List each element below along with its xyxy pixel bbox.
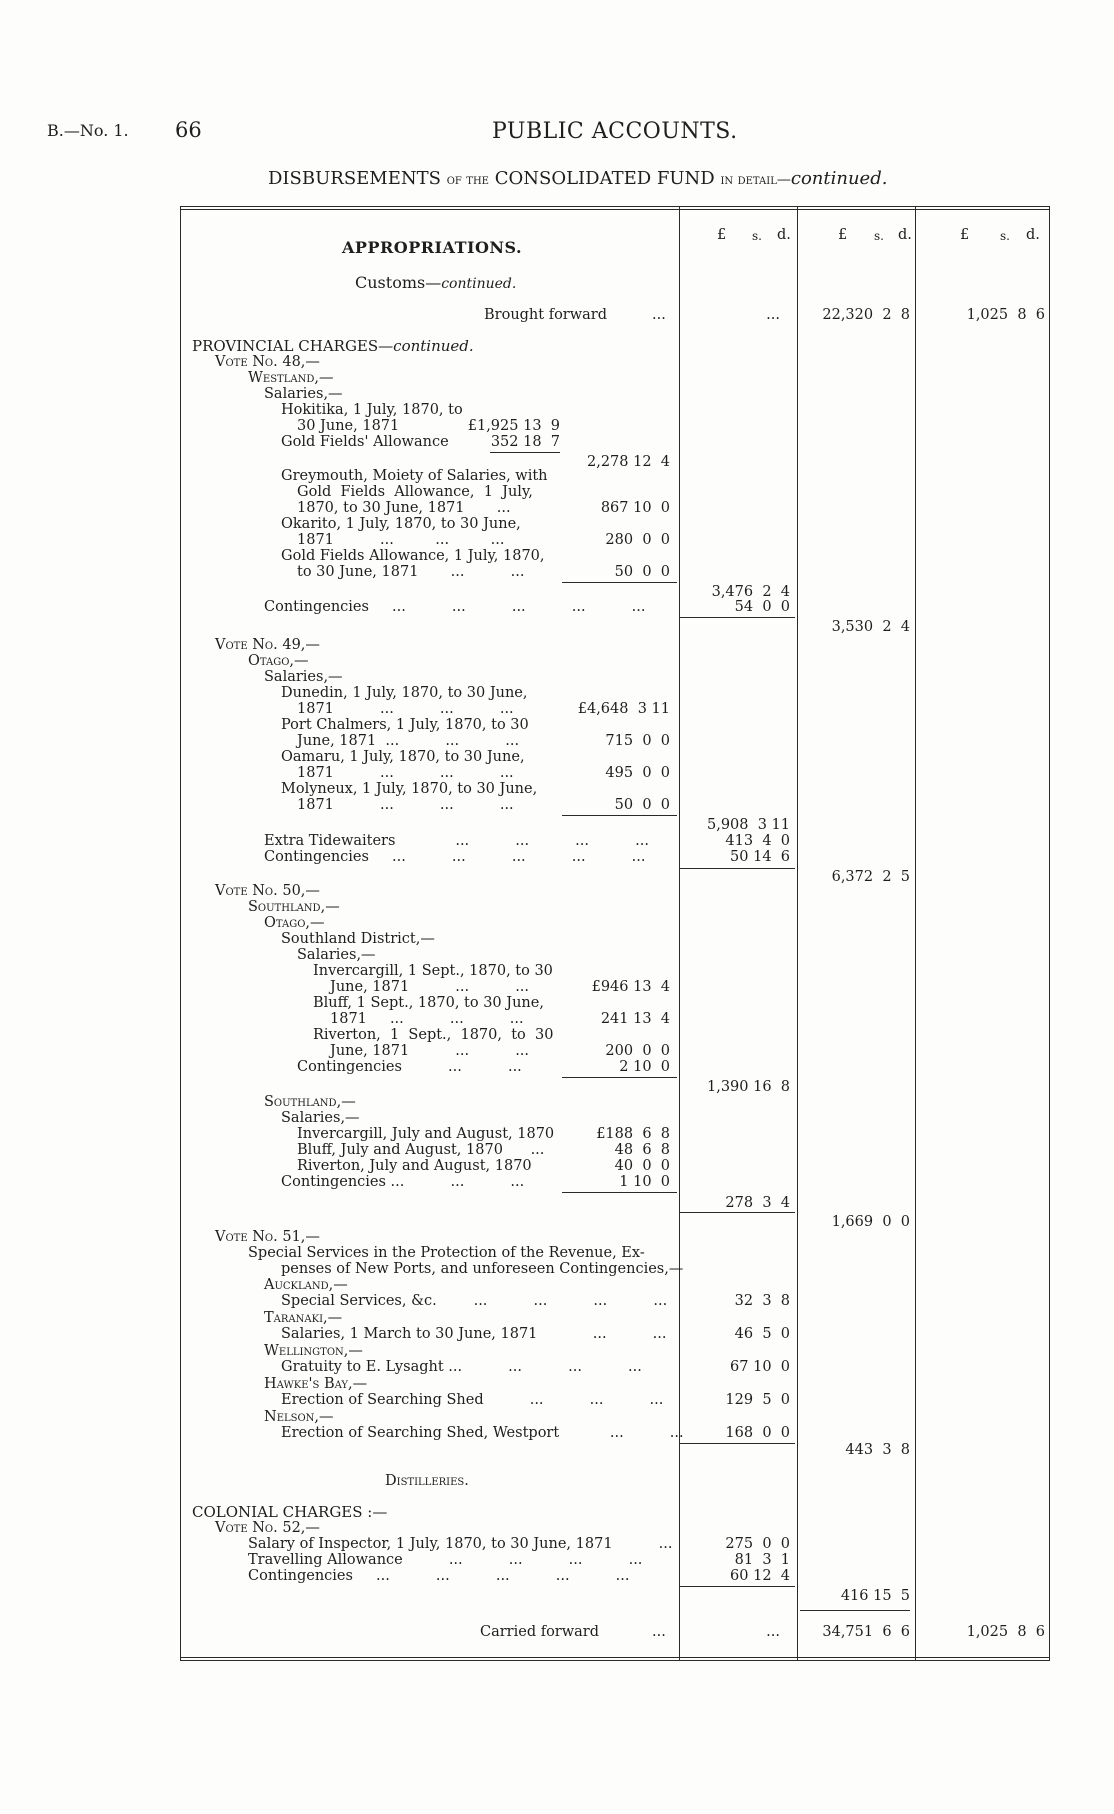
okarito-amount: 280 0 0 — [605, 532, 670, 548]
extra-tidewaiters-label: Extra Tidewaiters ... ... ... ... — [264, 833, 649, 849]
auckland-item-label: Special Services, &c. ... ... ... ... — [281, 1293, 668, 1309]
col4-pound-header: £ — [960, 227, 970, 243]
column-divider-2 — [797, 206, 798, 1661]
brought-forward-col4: 1,025 8 6 — [966, 307, 1045, 323]
vote-48-contingencies-amount: 54 0 0 — [734, 599, 790, 615]
col2-pound-header: £ — [717, 227, 727, 243]
inspector-salary-label: Salary of Inspector, 1 July, 1870, to 30 June, 1871 ... — [248, 1536, 673, 1552]
molyneux-line-2: 1871 ... ... ... — [297, 797, 514, 813]
vote-49-total-rule — [680, 868, 795, 869]
vote-51-total: 443 3 8 — [845, 1442, 910, 1458]
col3-pound-header: £ — [838, 227, 848, 243]
vote-49-label: Vote No. 49,— — [215, 637, 320, 653]
bluff-amount: 241 13 4 — [600, 1011, 670, 1027]
table-bottom-rule — [180, 1657, 1050, 1658]
col2-pence-header: d. — [777, 227, 791, 243]
page-number: 66 — [175, 118, 202, 142]
vote-49-contingencies-label: Contingencies ... ... ... ... ... — [264, 849, 646, 865]
table-bottom-rule-inner — [180, 1660, 1050, 1661]
riverton-july-august-label: Riverton, July and August, 1870 — [297, 1158, 532, 1174]
vote-52-total-rule — [680, 1586, 795, 1587]
brought-forward-col3: 22,320 2 8 — [822, 307, 910, 323]
southland-sub-rule — [562, 1192, 677, 1193]
southland-sub-salaries-label: Salaries,— — [281, 1110, 360, 1126]
riverton-line-2: June, 1871 ... ... — [330, 1043, 530, 1059]
table-left-border — [180, 206, 181, 1661]
gold-fields-allowance-amount: 352 18 7 — [490, 434, 560, 450]
molyneux-amount: 50 0 0 — [614, 797, 670, 813]
hokitika-amount: £1,925 13 9 — [467, 418, 560, 434]
westland-salaries-label: Salaries,— — [264, 386, 343, 402]
nelson-label: Nelson,— — [264, 1409, 334, 1425]
vote-51-total-rule — [680, 1443, 795, 1444]
vote-52-label: Vote No. 52,— — [215, 1520, 320, 1536]
hawkes-bay-label: Hawke's Bay,— — [264, 1376, 368, 1392]
vote-52-contingencies-label: Contingencies ... ... ... ... ... — [248, 1568, 630, 1584]
invercargill-line-1: Invercargill, 1 Sept., 1870, to 30 — [313, 963, 553, 979]
port-chalmers-line-2: June, 1871 ... ... ... — [297, 733, 520, 749]
southland-sub-label: Southland,— — [264, 1094, 356, 1110]
vote-52-total: 416 15 5 — [840, 1588, 910, 1604]
inspector-salary-amount: 275 0 0 — [725, 1536, 790, 1552]
wellington-item-label: Gratuity to E. Lysaght ... ... ... ... — [281, 1359, 642, 1375]
hokitika-line-1: Hokitika, 1 July, 1870, to — [281, 402, 463, 418]
dunedin-line-2: 1871 ... ... ... — [297, 701, 514, 717]
nelson-amount: 168 0 0 — [725, 1425, 790, 1441]
gfa-amount: 50 0 0 — [614, 564, 670, 580]
otago-label: Otago,— — [248, 653, 309, 669]
vote-49-total: 6,372 2 5 — [831, 869, 910, 885]
bluff-line-1: Bluff, 1 Sept., 1870, to 30 June, — [313, 995, 544, 1011]
taranaki-label: Taranaki,— — [264, 1310, 343, 1326]
carried-forward-label: Carried forward — [480, 1624, 600, 1640]
brought-forward-label: Brought forward — [484, 307, 608, 323]
southland-sub-contingencies-amount: 1 10 0 — [619, 1174, 670, 1190]
invercargill-july-august-label: Invercargill, July and August, 1870 — [297, 1126, 555, 1142]
vote-48-salaries-total: 3,476 2 4 — [711, 584, 790, 600]
wellington-amount: 67 10 0 — [730, 1359, 790, 1375]
hawkes-bay-item-label: Erection of Searching Shed ... ... ... — [281, 1392, 664, 1408]
taranaki-amount: 46 5 0 — [734, 1326, 790, 1342]
carried-forward-col4: 1,025 8 6 — [966, 1624, 1045, 1640]
southland-district-total: 1,390 16 8 — [706, 1079, 790, 1095]
vote-48-salaries-rule — [562, 582, 677, 583]
southland-label: Southland,— — [248, 899, 340, 915]
southland-district-salaries-label: Salaries,— — [297, 947, 376, 963]
vote-48-total: 3,530 2 4 — [831, 619, 910, 635]
port-chalmers-amount: 715 0 0 — [605, 733, 670, 749]
carried-forward-col2: ... — [766, 1624, 780, 1640]
distilleries-heading: Distilleries. — [385, 1473, 469, 1489]
hawkes-bay-amount: 129 5 0 — [725, 1392, 790, 1408]
brought-forward-dots: ... — [652, 307, 666, 323]
molyneux-line-1: Molyneux, 1 July, 1870, to 30 June, — [281, 781, 538, 797]
southland-district-rule — [562, 1077, 677, 1078]
bluff-july-august-amount: 48 6 8 — [614, 1142, 670, 1158]
page-subtitle: DISBURSEMENTS of the CONSOLIDATED FUND in detail—continued. — [268, 168, 888, 189]
page-title: PUBLIC ACCOUNTS. — [492, 119, 738, 144]
southland-district-contingencies-amount: 2 10 0 — [619, 1059, 670, 1075]
vote-48-total-rule — [680, 617, 795, 618]
oamaru-line-2: 1871 ... ... ... — [297, 765, 514, 781]
appropriations-heading: APPROPRIATIONS. — [342, 238, 523, 257]
riverton-july-august-amount: 40 0 0 — [614, 1158, 670, 1174]
col3-pence-header: d. — [898, 227, 912, 243]
vote-52-contingencies-amount: 60 12 4 — [730, 1568, 790, 1584]
carried-forward-rule — [800, 1610, 910, 1611]
bluff-line-2: 1871 ... ... ... — [330, 1011, 524, 1027]
oamaru-line-1: Oamaru, 1 July, 1870, to 30 June, — [281, 749, 525, 765]
special-services-line-1: Special Services in the Protection of the Revenue, Ex- — [248, 1245, 645, 1261]
greymouth-line-3: 1870, to 30 June, 1871 ... — [297, 500, 511, 516]
brought-forward-col2: ... — [766, 307, 780, 323]
vote-50-label: Vote No. 50,— — [215, 883, 320, 899]
vote-49-salaries-total: 5,908 3 11 — [706, 817, 790, 833]
greymouth-line-2: Gold Fields Allowance, 1 July, — [297, 484, 533, 500]
greymouth-amount: 867 10 0 — [600, 500, 670, 516]
table-top-rule — [180, 206, 1050, 207]
invercargill-amount: £946 13 4 — [591, 979, 670, 995]
otago-salaries-label: Salaries,— — [264, 669, 343, 685]
wellington-label: Wellington,— — [264, 1343, 363, 1359]
taranaki-item-label: Salaries, 1 March to 30 June, 1871 ... ... — [281, 1326, 667, 1342]
gfa-line-2: to 30 June, 1871 ... ... — [297, 564, 525, 580]
southland-sub-total: 278 3 4 — [725, 1195, 790, 1211]
col4-pence-header: d. — [1026, 227, 1040, 243]
gold-fields-allowance-label: Gold Fields' Allowance — [281, 434, 449, 450]
col4-shilling-header: s. — [1000, 229, 1010, 243]
vote-50-total: 1,669 0 0 — [831, 1214, 910, 1230]
invercargill-july-august-amount: £188 6 8 — [596, 1126, 670, 1142]
gfa-line-1: Gold Fields Allowance, 1 July, 1870, — [281, 548, 545, 564]
column-divider-3 — [915, 206, 916, 1661]
colonial-charges-heading: COLONIAL CHARGES :— — [192, 1503, 388, 1521]
okarito-line-1: Okarito, 1 July, 1870, to 30 June, — [281, 516, 521, 532]
col2-shilling-header: s. — [752, 229, 762, 243]
auckland-label: Auckland,— — [264, 1277, 348, 1293]
vote-50-otago-label: Otago,— — [264, 915, 325, 931]
vote-50-total-rule — [680, 1212, 795, 1213]
riverton-amount: 200 0 0 — [605, 1043, 670, 1059]
dunedin-amount: £4,648 3 11 — [577, 701, 670, 717]
table-right-border — [1049, 206, 1050, 1661]
travelling-allowance-amount: 81 3 1 — [734, 1552, 790, 1568]
westland-label: Westland,— — [248, 370, 334, 386]
westland-salary-subtotal: 2,278 12 4 — [586, 454, 670, 470]
customs-heading: Customs—continued. — [355, 273, 517, 292]
greymouth-line-1: Greymouth, Moiety of Salaries, with — [281, 468, 548, 484]
dunedin-line-1: Dunedin, 1 July, 1870, to 30 June, — [281, 685, 528, 701]
special-services-line-2: penses of New Ports, and unforeseen Contingencies,— — [281, 1261, 684, 1277]
document-reference: B.—No. 1. — [47, 121, 129, 140]
table-top-rule-inner — [180, 209, 1050, 210]
extra-tidewaiters-amount: 413 4 0 — [725, 833, 790, 849]
oamaru-amount: 495 0 0 — [605, 765, 670, 781]
hokitika-subtotal-rule — [490, 452, 560, 453]
vote-49-contingencies-amount: 50 14 6 — [730, 849, 790, 865]
nelson-item-label: Erection of Searching Shed, Westport ... ... — [281, 1425, 684, 1441]
provincial-heading: PROVINCIAL CHARGES—continued. — [192, 337, 474, 355]
southland-district-contingencies-label: Contingencies ... ... — [297, 1059, 522, 1075]
carried-forward-col3: 34,751 6 6 — [822, 1624, 910, 1640]
vote-51-label: Vote No. 51,— — [215, 1229, 320, 1245]
port-chalmers-line-1: Port Chalmers, 1 July, 1870, to 30 — [281, 717, 529, 733]
vote-48-label: Vote No. 48,— — [215, 354, 320, 370]
auckland-amount: 32 3 8 — [734, 1293, 790, 1309]
southland-sub-contingencies-label: Contingencies ... ... ... — [281, 1174, 525, 1190]
southland-district-label: Southland District,— — [281, 931, 435, 947]
bluff-july-august-label: Bluff, July and August, 1870 ... — [297, 1142, 545, 1158]
okarito-line-2: 1871 ... ... ... — [297, 532, 505, 548]
col3-shilling-header: s. — [874, 229, 884, 243]
carried-forward-dots: ... — [652, 1624, 666, 1640]
vote-48-contingencies-label: Contingencies ... ... ... ... ... — [264, 599, 646, 615]
riverton-line-1: Riverton, 1 Sept., 1870, to 30 — [313, 1027, 554, 1043]
hokitika-line-2: 30 June, 1871 — [297, 418, 400, 434]
travelling-allowance-label: Travelling Allowance ... ... ... ... — [248, 1552, 643, 1568]
vote-49-salaries-rule — [562, 815, 677, 816]
invercargill-line-2: June, 1871 ... ... — [330, 979, 530, 995]
